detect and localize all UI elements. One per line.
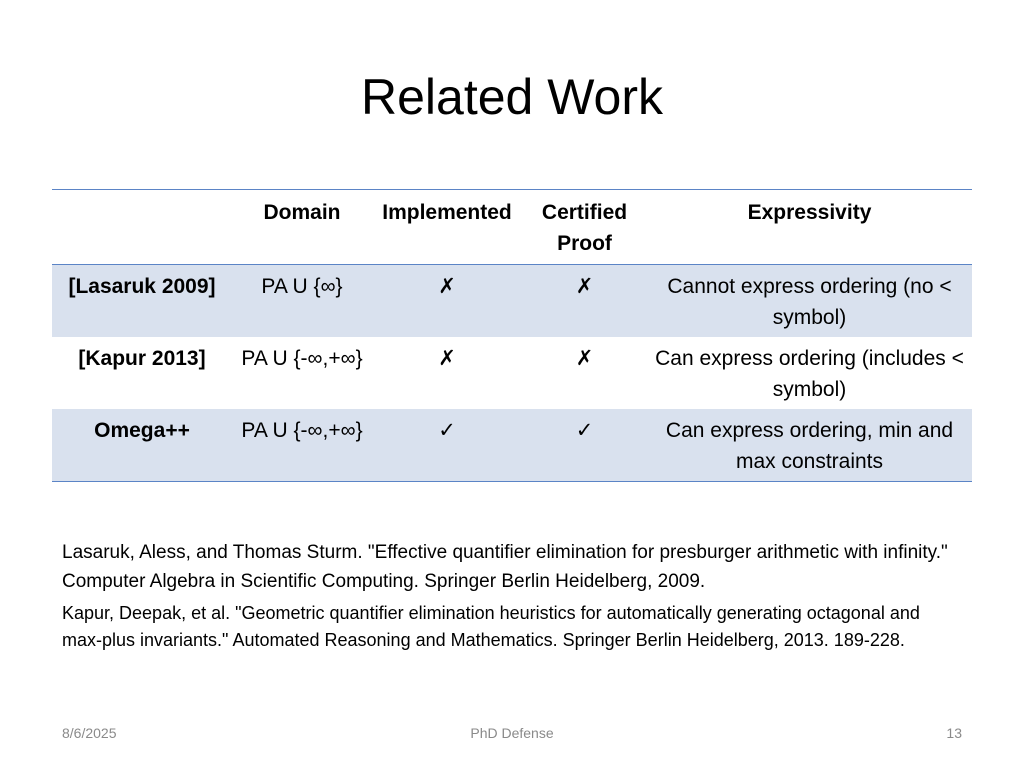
- row-implemented-mark: ✗: [438, 347, 456, 370]
- footer-date: 8/6/2025: [62, 725, 117, 741]
- row-expressivity: Can express ordering, min and max constraints: [647, 409, 972, 482]
- reference-kapur: Kapur, Deepak, et al. "Geometric quantifier elimination heuristics for automatically generating octagonal and max-plus invariants." Automated Reasoning and Mathematics. Springer Berlin Heidelberg, 2013. 189-228.: [62, 603, 920, 650]
- row-domain: PA U {-∞,+∞}: [232, 409, 372, 482]
- table-row: [52, 337, 972, 409]
- row-implemented-mark: ✗: [372, 265, 522, 338]
- header-implemented: Implemented: [372, 190, 522, 265]
- header-blank: [52, 190, 232, 265]
- references: [62, 538, 962, 658]
- slide-title: Related Work: [361, 69, 663, 125]
- row-expressivity: Can express ordering (includes < symbol): [655, 347, 964, 401]
- row-certified-mark: ✗: [522, 265, 647, 338]
- related-work-table: [52, 189, 972, 482]
- row-work-name: [Kapur 2013]: [78, 347, 206, 370]
- page-number: 13: [946, 725, 962, 741]
- header-expressivity: Expressivity: [647, 190, 972, 265]
- row-implemented-mark: ✓: [372, 409, 522, 482]
- row-domain: PA U {-∞,+∞}: [241, 347, 363, 370]
- table-row: [52, 265, 972, 338]
- footer-title: PhD Defense: [470, 725, 554, 741]
- row-work-name: [Lasaruk 2009]: [52, 265, 232, 338]
- row-work-name: Omega++: [52, 409, 232, 482]
- row-domain: PA U {∞}: [232, 265, 372, 338]
- row-expressivity: Cannot express ordering (no < symbol): [647, 265, 972, 338]
- row-certified-mark: ✓: [522, 409, 647, 482]
- reference-lasaruk: Lasaruk, Aless, and Thomas Sturm. "Effective quantifier elimination for presburger arithmetic with infinity." Computer Algebra in Scientific Computing. Springer Berlin Heidelberg, 2009.: [62, 542, 948, 592]
- table-header-row: [52, 190, 972, 265]
- header-certified-proof: Certified Proof: [522, 190, 647, 265]
- header-domain: Domain: [232, 190, 372, 265]
- row-certified-mark: ✗: [575, 347, 594, 370]
- table-row: [52, 409, 972, 482]
